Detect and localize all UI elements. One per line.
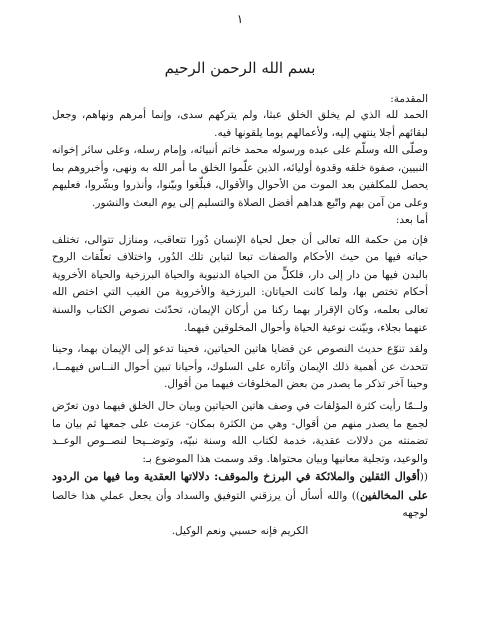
closing-line: الكريم فإنه حسبي ونعم الوكيل. <box>171 525 309 538</box>
title-open-bracket: (( <box>419 471 428 484</box>
ama-heading: أما بعد: <box>395 213 428 226</box>
book-title-line <box>52 468 428 523</box>
title-close-bracket: )) <box>351 489 360 502</box>
intro-heading: المقدمة: <box>390 93 428 105</box>
book-title: أقوال الثقلين والملائكة في البرزخ والموقف: دلالاتها العقدية وما فيها من الردود على المخالفين <box>52 470 429 502</box>
basmala: بسم الله الرحمن الرحيم <box>164 59 316 77</box>
body-paragraph-2: ولقد تنوّع حديث النصوص عن قضايا هاتين الحياتين، فحينا تدعو إلى الإيمان بهما، وحينا تتحدث عن أهمية ذلك الإيمان وآثاره على السلوك، وأحيانا تبين أحوال النــاس فيهمــا، وحينا آخر تذكر ما يصدر من بعض المخلوقات فيهما من أقوال. <box>52 343 428 391</box>
intro-paragraph-2: وصلّى الله وسلّم على عبده ورسوله محمد خاتم أنبيائه، وإمام رسله، وعلى سائر إخوانه النبيين، صفوة خلقه وقدوة أوليائه، الذين علّموا الخلق ما أمر الله به ونهى، وأخبروهم بما يحصل للمكلفين بعد الموت من الأحوال والأقوال، فبلّغوا وبيّنوا، وأنذروا وبشّروا، فعليهم وعلى من آمن بهم واتّبع هداهم أفضل الصلاة والتسليم إلى يوم البعث والنشور. <box>52 144 428 209</box>
page-number: ١ <box>236 12 244 26</box>
body-paragraph-3: ولــمّا رأيت كثرة المؤلفات في وصف هاتين الحياتين وبيان حال الخلق فيهما دون تعرّض لجمع ما يصدر منهم من أقوال- وهي من الكثرة بمكان- عزمت على جمعها ثم بيان ما تضمنته من دلالات عقدية، خدمة لكتاب الله وسنة نبيّه، وتوضــيحا لنصــوص الوعــد والوعيد، وتجلية معانيها وبيان محتواها. وقد وسمت هذا الموضوع بـ: <box>52 399 428 465</box>
body-paragraph-1: فإن من حكمة الله تعالى أن جعل لحياة الإنسان دُورا تتعاقب، ومنازل تتوالى، تختلف حياته فيها من حيث الأحكام والصفات تبعا لتباين تلك الدُور، واختلاف تعلّقات الروح بالبدن فيها من دار إلى دار، فلكلٍّ من الحياة الدنيوية والحياة البرزخية والحياة الأخروية أحكام تختص بها، ولما كانت الحياتان: البرزخية والأخروية من الغيب التي اختص الله تعالى بعلمه، وكان الإقرار بهما ركنا من أركان الإيمان، تحدّثت نصوص الكتاب والسنة عنهما بجلاء، وبيّنت نوعية الحياة وأحوال المخلوقين فيهما. <box>52 233 428 334</box>
intro-paragraph-1: الحمد لله الذي لم يخلق الخلق عبثا، ولم يتركهم سدى، وإنما أمرهم ونهاهم، وجعل لبقائهم أجلا ينتهي إليه، ولأعمالهم يوما يلقونها فيه. <box>52 109 428 139</box>
title-continuation: والله أسأل أن يرزقني التوفيق والسداد وأن يجعل عملي هذا خالصا لوجهه <box>52 489 428 520</box>
